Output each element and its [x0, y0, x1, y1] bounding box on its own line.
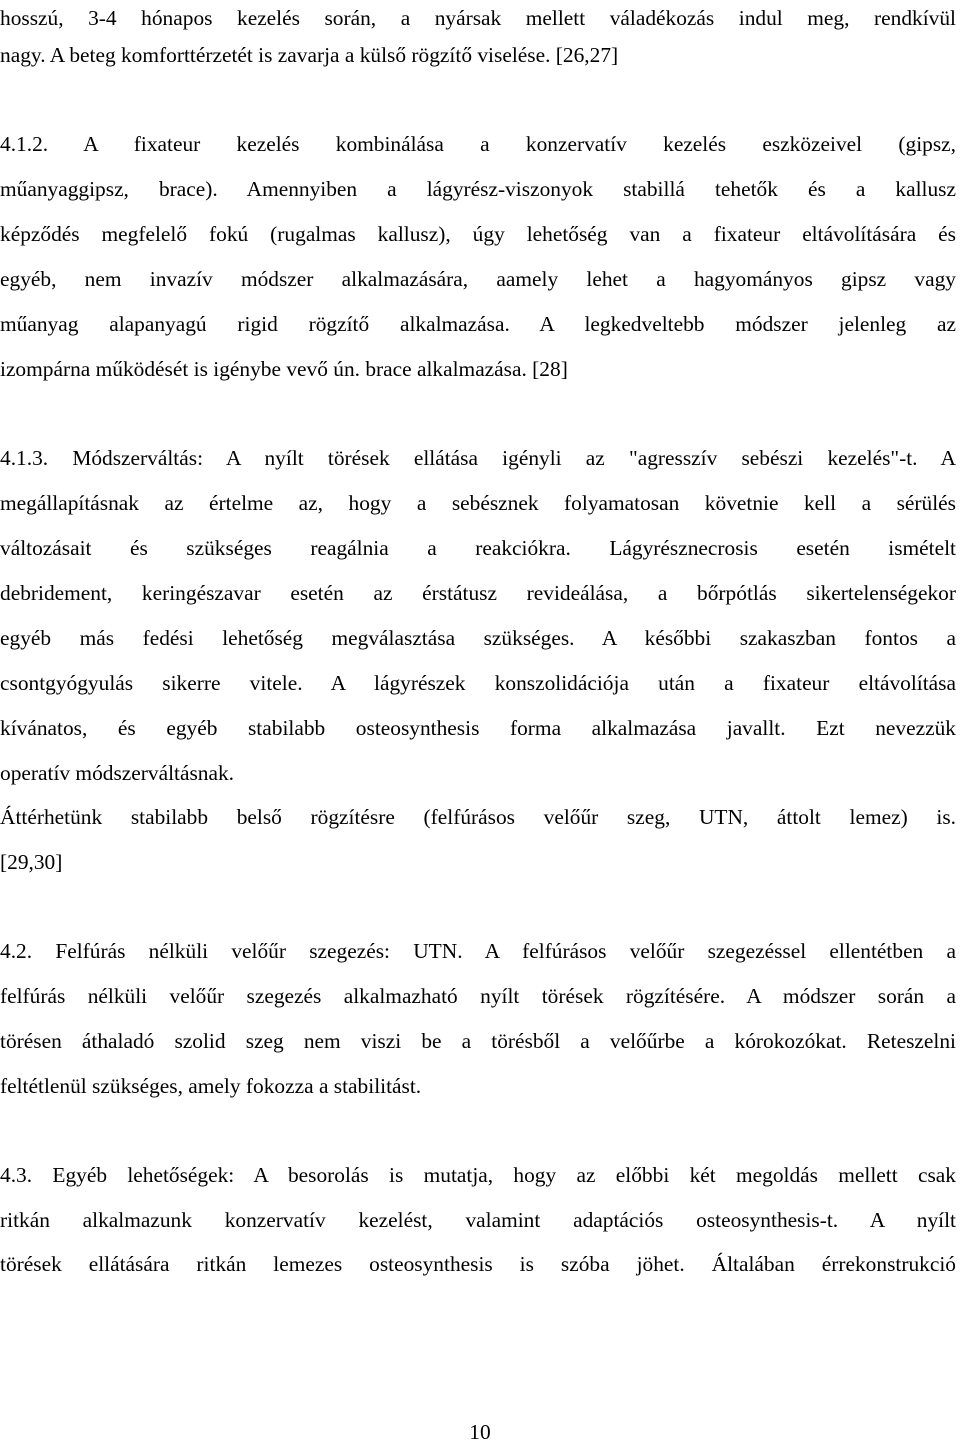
section-heading-line: 4.1.2. A fixateur kezelés kombinálása a konzervatív kezelés eszközeivel (gipsz,: [0, 132, 956, 156]
text-line: ritkán alkalmazunk konzervatív kezelést, valamint adaptációs osteosynthesis-t. A nyílt: [0, 1208, 956, 1232]
section-heading-line: 4.1.3. Módszerváltás: A nyílt törések ellátása igényli az "agresszív sebészi kezelés"-t. A: [0, 446, 956, 470]
text-line: változásait és szükséges reagálnia a reakciókra. Lágyrésznecrosis esetén ismételt: [0, 536, 956, 560]
text-line: megállapításnak az értelme az, hogy a sebésznek folyamatosan követnie kell a sérülés: [0, 491, 956, 515]
text-line: törések ellátására ritkán lemezes osteosynthesis is szóba jöhet. Általában érrekonstrukció: [0, 1252, 956, 1276]
section-heading-line: 4.2. Felfúrás nélküli velőűr szegezés: UTN. A felfúrásos velőűr szegezéssel ellentétben a: [0, 939, 956, 963]
text-line: [29,30]: [0, 850, 63, 874]
text-line: képződés megfelelő fokú (rugalmas kallusz), úgy lehetőség van a fixateur eltávolítására és: [0, 222, 956, 246]
text-line: nagy. A beteg komforttérzetét is zavarja a külső rögzítő viselése. [26,27]: [0, 43, 619, 67]
text-line: felfúrás nélküli velőűr szegezés alkalmazható nyílt törések rögzítésére. A módszer során a: [0, 984, 956, 1008]
text-line: műanyaggipsz, brace). Amennyiben a lágyrész-viszonyok stabillá tehetők és a kallusz: [0, 177, 956, 201]
text-line: egyéb, nem invazív módszer alkalmazására, aamely lehet a hagyományos gipsz vagy: [0, 267, 956, 291]
text-line: csontgyógyulás sikerre vitele. A lágyrészek konszolidációja után a fixateur eltávolítása: [0, 671, 956, 695]
text-line: törésen áthaladó szolid szeg nem viszi be a törésből a velőűrbe a kórokozókat. Reteszelni: [0, 1029, 956, 1053]
text-line: debridement, keringészavar esetén az érstátusz revideálása, a bőrpótlás sikertelenségekor: [0, 581, 956, 605]
text-line: műanyag alapanyagú rigid rögzítő alkalmazása. A legkedveltebb módszer jelenleg az: [0, 312, 956, 336]
text-line: Áttérhetünk stabilabb belső rögzítésre (felfúrásos velőűr szeg, UTN, áttolt lemez) is.: [0, 805, 956, 829]
text-line: egyéb más fedési lehetőség megválasztása szükséges. A későbbi szakaszban fontos a: [0, 626, 956, 650]
text-line: feltétlenül szükséges, amely fokozza a stabilitást.: [0, 1074, 422, 1098]
text-line: kívánatos, és egyéb stabilabb osteosynthesis forma alkalmazása javallt. Ezt nevezzük: [0, 716, 956, 740]
text-line: izompárna működését is igénybe vevő ún. brace alkalmazása. [28]: [0, 357, 568, 381]
text-line: operatív módszerváltásnak.: [0, 761, 235, 785]
page-number: 10: [469, 1420, 491, 1444]
section-heading-line: 4.3. Egyéb lehetőségek: A besorolás is mutatja, hogy az előbbi két megoldás mellett csak: [0, 1163, 956, 1187]
text-line: hosszú, 3-4 hónapos kezelés során, a nyársak mellett váladékozás indul meg, rendkívül: [0, 6, 956, 30]
